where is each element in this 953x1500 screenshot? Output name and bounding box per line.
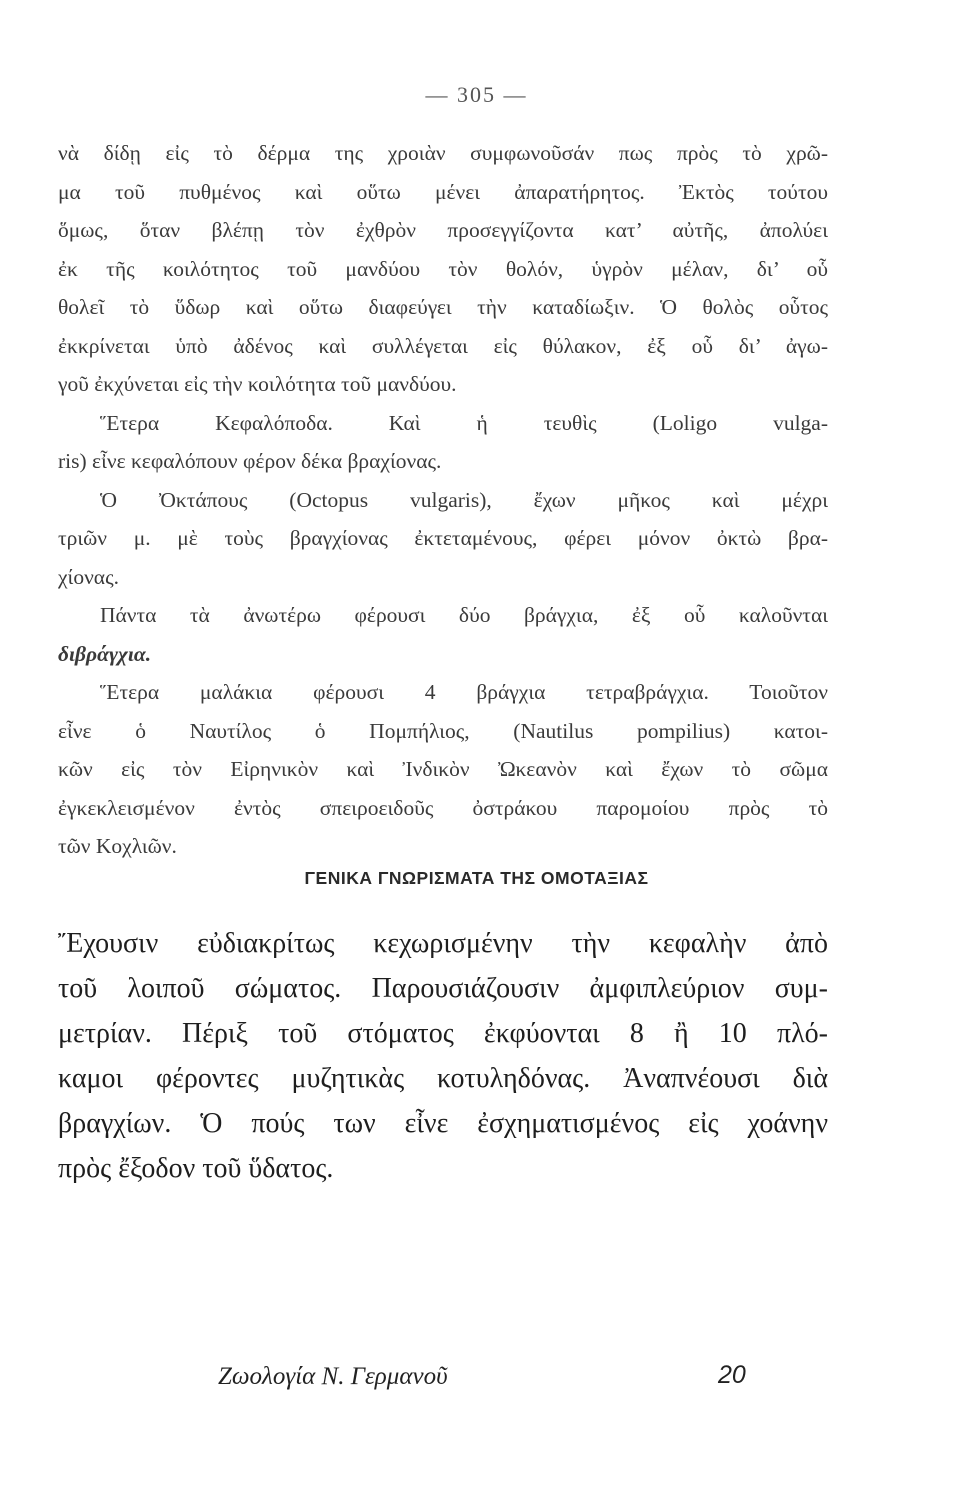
- text-line: τῶν Κοχλιῶν.: [58, 834, 177, 858]
- text-line: ἐκ τῆς κοιλότητος τοῦ μανδύου τὸν θολόν, ὑγρὸν μέλαν, δι’ οὗ: [58, 256, 828, 281]
- text-line: μα τοῦ πυθμένος καὶ οὕτω μένει ἀπαρατήρητος. Ἐκτὸς τούτου: [58, 179, 828, 204]
- text-line: βραγχίων. Ὁ πούς των εἶνε ἐσχηματισμένος εἰς χοάνην: [58, 1108, 828, 1139]
- text-line: χίονας.: [58, 564, 119, 589]
- text-line: τοῦ λοιποῦ σώματος. Παρουσιάζουσιν ἀμφιπλεύριον συμ-: [58, 973, 828, 1004]
- text-line: ὅμως, ὅταν βλέπῃ τὸν ἐχθρὸν προσεγγίζοντα κατ’ αὐτῆς, ἀπολύει: [58, 218, 828, 242]
- text-line: ἐκκρίνεται ὑπὸ ἀδένος καὶ συλλέγεται εἰς θύλακον, ἐξ οὗ δι’ ἀγω-: [58, 333, 828, 358]
- text-line: κῶν εἰς τὸν Εἰρηνικὸν καὶ Ἰνδικὸν Ὠκεανὸν καὶ ἔχων τὸ σῶμα: [58, 757, 828, 781]
- text-line: τριῶν μ. μὲ τοὺς βραγχίονας ἐκτεταμένους, φέρει μόνον ὀκτὼ βρα-: [58, 526, 828, 550]
- text-line: Ὁ Ὀκτάπους (Octopus vulgaris), ἔχων μῆκος καὶ μέχρι: [100, 487, 828, 512]
- text-line: καμοι φέροντες μυζητικὰς κοτυληδόνας. Ἀναπνέουσι διὰ: [58, 1063, 828, 1094]
- text-line: Ἔχουσιν εὐδιακρίτως κεχωρισμένην τὴν κεφαλὴν ἀπὸ: [58, 928, 828, 959]
- text-line: Πάντα τὰ ἀνωτέρω φέρουσι δύο βράγχια, ἐξ οὗ καλοῦνται: [100, 603, 828, 627]
- text-line: ris) εἶνε κεφαλόπουν φέρον δέκα βραχίονας.: [58, 449, 442, 473]
- footer-book-title: Ζωολογία Ν. Γερμανοῦ: [218, 1363, 448, 1390]
- text-line: θολεῖ τὸ ὕδωρ καὶ οὕτω διαφεύγει τὴν καταδίωξιν. Ὁ θολὸς οὗτος: [58, 295, 828, 319]
- section-heading: ΓΕΝΙΚΑ ΓΝΩΡΙΣΜΑΤΑ ΤΗΣ ΟΜΟΤΑΞΙΑΣ: [304, 868, 649, 888]
- text-line: Ἕτερα μαλάκια φέρουσι 4 βράγχια τετραβράγχια. Τοιοῦτον: [100, 680, 828, 704]
- text-line: πρὸς ἔξοδον τοῦ ὕδατος.: [58, 1153, 334, 1184]
- text-line: μετρίαν. Πέριξ τοῦ στόματος ἐκφύονται 8 ἢ 10 πλό-: [58, 1018, 828, 1049]
- text-line: εἶνε ὁ Ναυτίλος ὁ Πομπήλιος, (Nautilus pompilius) κατοι-: [58, 718, 828, 743]
- upper-text-block: [58, 134, 828, 866]
- footer-signature-number: 20: [718, 1361, 746, 1389]
- text-line: γοῦ ἐκχύνεται εἰς τὴν κοιλότητα τοῦ μανδύου.: [58, 372, 457, 396]
- page-number: — 305 —: [425, 82, 528, 107]
- text-line: Ἕτερα Κεφαλόποδα. Καὶ ἡ τευθὶς (Loligo vulga-: [100, 410, 828, 435]
- text-line: ἐγκεκλεισμένον ἐντὸς σπειροειδοῦς ὀστράκου παρομοίου πρὸς τὸ: [58, 795, 828, 820]
- lower-text-block: [58, 921, 828, 1191]
- text-line: διβράγχια.: [58, 641, 152, 666]
- text-line: νὰ δίδῃ εἰς τὸ δέρμα της χροιὰν συμφωνοῦσάν πως πρὸς τὸ χρῶ-: [58, 141, 828, 165]
